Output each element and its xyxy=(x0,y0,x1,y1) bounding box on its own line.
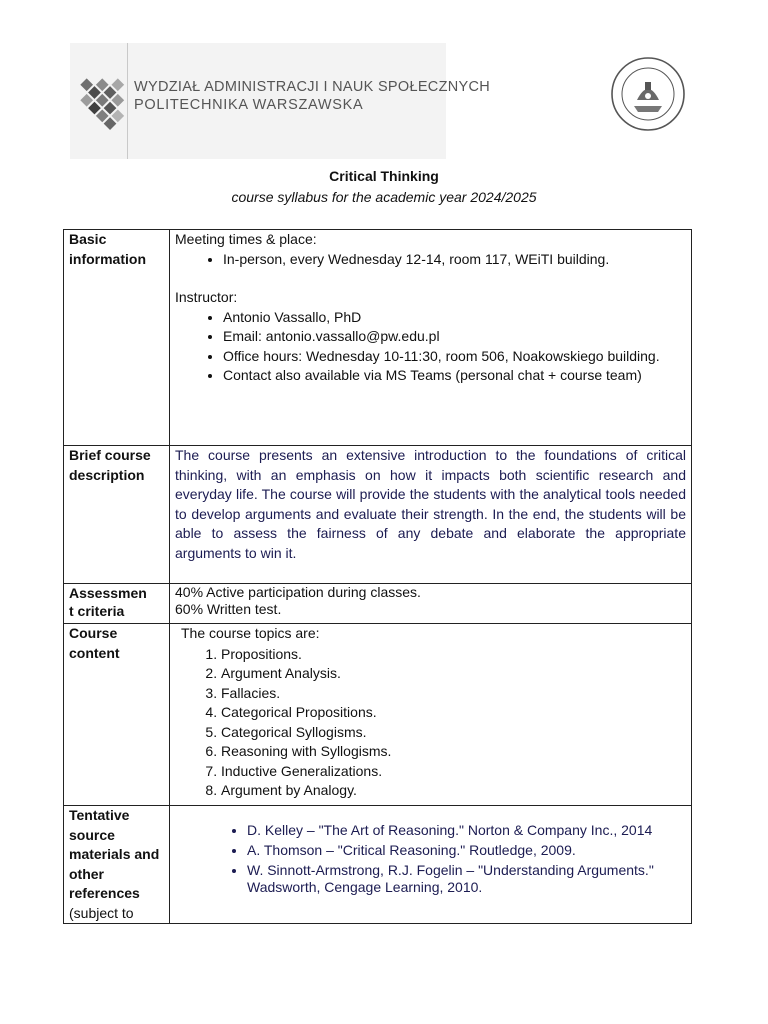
row-course-description xyxy=(64,446,692,584)
label-assessment-criteria xyxy=(64,584,170,624)
label-source-materials xyxy=(64,806,170,924)
label-source-note: (subject to xyxy=(69,904,134,921)
topic-item: 8. Argument by Analogy. xyxy=(221,781,686,801)
contact-teams: • Contact also available via MS Teams (personal chat + course team) xyxy=(223,366,686,386)
reference-item: • D. Kelley – "The Art of Reasoning." Norton & Company Inc., 2014 xyxy=(247,822,686,839)
source-materials-cell xyxy=(170,806,692,924)
document-subtitle: course syllabus for the academic year 2024/2025 xyxy=(231,189,537,205)
instructor-list xyxy=(175,308,686,386)
topic-item: 3. Fallacies. xyxy=(221,684,686,704)
office-hours: • Office hours: Wednesday 10-11:30, room 506, Noakowskiego building. xyxy=(223,347,686,367)
course-content-cell xyxy=(170,624,692,806)
label-brief-course-description: Brief course description xyxy=(64,446,170,584)
topic-item: 7. Inductive Generalizations. xyxy=(221,762,686,782)
assessment-cell xyxy=(170,584,692,624)
header-divider xyxy=(127,43,128,159)
topic-item: 2. Argument Analysis. xyxy=(221,664,686,684)
instructor-heading: Instructor: xyxy=(175,289,238,305)
meeting-heading: Meeting times & place: xyxy=(175,231,317,247)
topic-item: 5. Categorical Syllogisms. xyxy=(221,723,686,743)
document-title: Critical Thinking xyxy=(329,168,439,184)
topics-intro: The course topics are: xyxy=(181,625,320,641)
row-assessment-criteria xyxy=(64,584,692,624)
row-basic-information xyxy=(64,230,692,446)
assessment-participation: 40% Active participation during classes. xyxy=(175,584,421,600)
label-assessment-line1: Assessmen xyxy=(69,585,147,601)
faculty-header-banner xyxy=(70,43,491,159)
topics-list xyxy=(175,645,686,801)
reference-item: • W. Sinnott-Armstrong, R.J. Fogelin – "Understanding Arguments." Wadsworth, Cengage Learning, 2010. xyxy=(247,862,686,896)
label-assessment-line2: t criteria xyxy=(69,603,125,619)
assessment-written-test: 60% Written test. xyxy=(175,601,282,617)
topic-item: 4. Categorical Propositions. xyxy=(221,703,686,723)
topic-item: 1. Propositions. xyxy=(221,645,686,665)
reference-item: • A. Thomson – "Critical Reasoning." Routledge, 2009. xyxy=(247,842,686,859)
syllabus-table xyxy=(63,229,692,924)
meeting-list xyxy=(175,250,686,270)
instructor-name: • Antonio Vassallo, PhD xyxy=(223,308,686,328)
label-course-content: Course content xyxy=(64,624,170,806)
faculty-logo-diamonds xyxy=(70,53,126,149)
instructor-email: • Email: antonio.vassallo@pw.edu.pl xyxy=(223,327,686,347)
basic-information-cell xyxy=(170,230,692,446)
label-basic-information: Basic information xyxy=(64,230,170,446)
university-name: POLITECHNIKA WARSZAWSKA xyxy=(134,97,364,113)
row-course-content xyxy=(64,624,692,806)
label-source-materials-text: Tentative source materials and other references xyxy=(69,807,160,901)
faculty-name: WYDZIAŁ ADMINISTRACJI I NAUK SPOŁECZNYCH xyxy=(134,79,491,95)
row-source-materials xyxy=(64,806,692,924)
references-list xyxy=(175,822,686,896)
topic-item: 6. Reasoning with Syllogisms. xyxy=(221,742,686,762)
course-description-text: The course presents an extensive introduction to the foundations of critical thinking, with an emphasis on how it impacts both scientific research and everyday life. The course will provide the students with the analytical tools needed to develop arguments and evaluate their strength. In the end, the students will be able to assess the fairness of any debate and elaborate the appropriate arguments to win it. xyxy=(170,446,692,584)
university-seal xyxy=(610,56,686,132)
meeting-item: • In-person, every Wednesday 12-14, room 117, WEiTI building. xyxy=(223,250,686,270)
